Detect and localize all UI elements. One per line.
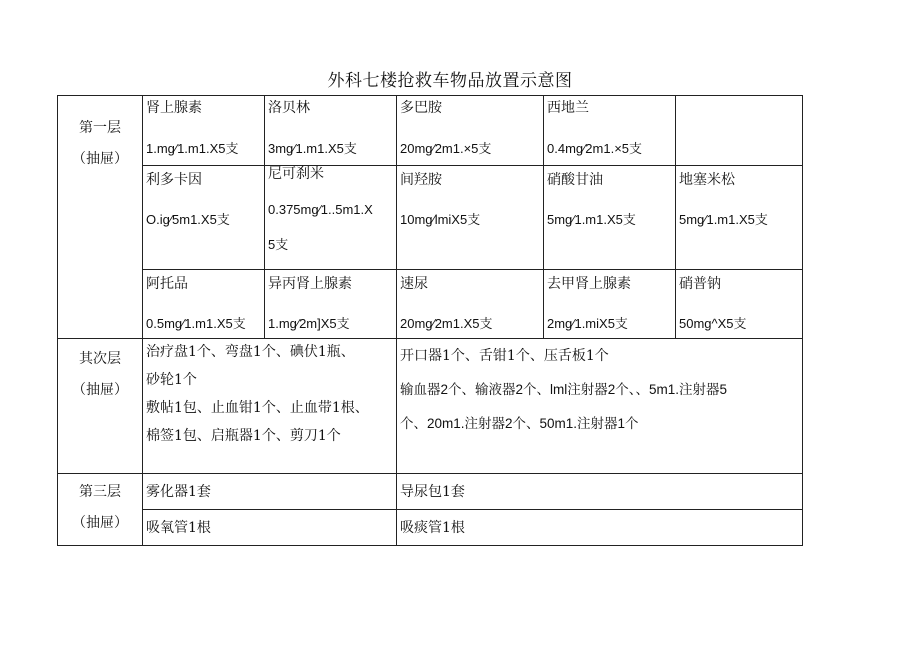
supply-line: 砂轮1个 xyxy=(146,372,197,388)
drug-cell xyxy=(397,166,544,270)
layer1-row xyxy=(58,270,803,339)
cart-layout-table xyxy=(57,95,803,546)
layer3-row xyxy=(58,510,803,546)
drug-name: 地塞米松 xyxy=(679,172,735,188)
drug-dose: O.ig⁄5m1.X5支 xyxy=(146,212,230,227)
drug-dose: 2mg⁄1.miX5支 xyxy=(547,316,628,331)
supply-cell xyxy=(397,510,803,546)
drug-cell xyxy=(143,166,265,270)
drug-dose: 20mg⁄2m1.×5支 xyxy=(400,141,492,156)
drug-cell xyxy=(265,96,397,166)
supply-line: 导尿包1套 xyxy=(400,484,465,500)
drug-dose: 0.4mg⁄2m1.×5支 xyxy=(547,141,643,156)
supply-cell xyxy=(143,474,397,510)
supply-cell xyxy=(397,474,803,510)
layer1-row xyxy=(58,166,803,270)
level-label-third xyxy=(58,474,143,546)
supply-line: 雾化器1套 xyxy=(146,484,211,500)
drug-name: 尼可刹米 xyxy=(268,166,324,182)
supply-line: 输血器2个、输液器2个、lml注射器2个、、5m1.注射器5 xyxy=(400,382,728,397)
drug-name: 硝酸甘油 xyxy=(547,172,603,188)
drug-dose-continued: 5支 xyxy=(268,237,289,252)
drug-name: 西地兰 xyxy=(547,100,589,116)
drug-dose: 0.5mg⁄1.m1.X5支 xyxy=(146,316,246,331)
supplies-cell-right xyxy=(397,339,803,474)
level-sub-label: （抽屉） xyxy=(72,381,128,398)
drug-dose: 0.375mg⁄1..5m1.X xyxy=(268,202,373,217)
drug-dose: 20mg⁄2m1.X5支 xyxy=(400,316,493,331)
drug-cell xyxy=(397,270,544,339)
page-title: 外科七楼抢救车物品放置示意图 xyxy=(327,71,573,91)
supply-line: 敷帖1包、止血钳1个、止血带1根、 xyxy=(146,400,369,416)
supply-line: 开口器1个、舌钳1个、压舌板1个 xyxy=(400,348,609,364)
drug-cell xyxy=(676,270,803,339)
drug-cell xyxy=(265,166,397,270)
empty-cell xyxy=(676,96,803,166)
drug-cell xyxy=(397,96,544,166)
drug-cell xyxy=(544,96,676,166)
level-sub-label: （抽屉） xyxy=(72,150,128,167)
drug-dose: 1.mg⁄2m]X5支 xyxy=(268,316,350,331)
drug-dose: 5mg⁄1.m1.X5支 xyxy=(679,212,768,227)
level-label: 其次层 xyxy=(79,351,121,367)
layer1-row xyxy=(58,96,803,166)
drug-cell xyxy=(544,270,676,339)
drug-name: 异丙肾上腺素 xyxy=(268,276,352,292)
drug-name: 肾上腺素 xyxy=(146,100,202,116)
drug-name: 硝普钠 xyxy=(679,276,721,292)
drug-cell xyxy=(544,166,676,270)
drug-dose: 3mg⁄1.m1.X5支 xyxy=(268,141,357,156)
drug-cell xyxy=(265,270,397,339)
supply-line: 吸痰管1根 xyxy=(400,520,465,536)
drug-name: 阿托品 xyxy=(146,276,188,292)
level-label: 第一层 xyxy=(79,120,121,136)
drug-name: 多巴胺 xyxy=(400,100,442,116)
level-label-second xyxy=(58,339,143,474)
level-sub-label: （抽屉） xyxy=(72,514,128,531)
drug-name: 速尿 xyxy=(400,276,428,292)
layer2-row xyxy=(58,339,803,474)
layer3-row xyxy=(58,474,803,510)
drug-name: 利多卡因 xyxy=(146,172,202,188)
drug-dose: 10mg⁄lmiX5支 xyxy=(400,212,481,227)
drug-name: 去甲肾上腺素 xyxy=(547,276,631,292)
level-label: 第三层 xyxy=(79,484,121,500)
drug-dose: 1.mg⁄1.m1.X5支 xyxy=(146,141,239,156)
supply-line: 治疗盘1个、弯盘1个、碘伏1瓶、 xyxy=(146,344,355,360)
supplies-cell-left xyxy=(143,339,397,474)
supply-line: 吸氧管1根 xyxy=(146,520,211,536)
drug-name: 洛贝林 xyxy=(268,100,310,116)
drug-cell xyxy=(676,166,803,270)
drug-dose: 5mg⁄1.m1.X5支 xyxy=(547,212,636,227)
level-label-first xyxy=(58,96,143,339)
supply-line: 个、20m1.注射器2个、50m1.注射器1个 xyxy=(400,416,639,431)
drug-cell xyxy=(143,270,265,339)
drug-cell xyxy=(143,96,265,166)
supply-cell xyxy=(143,510,397,546)
supply-line: 棉签1包、启瓶器1个、剪刀1个 xyxy=(146,428,341,444)
drug-dose: 50mg^X5支 xyxy=(679,316,747,331)
drug-name: 间羟胺 xyxy=(400,172,442,188)
